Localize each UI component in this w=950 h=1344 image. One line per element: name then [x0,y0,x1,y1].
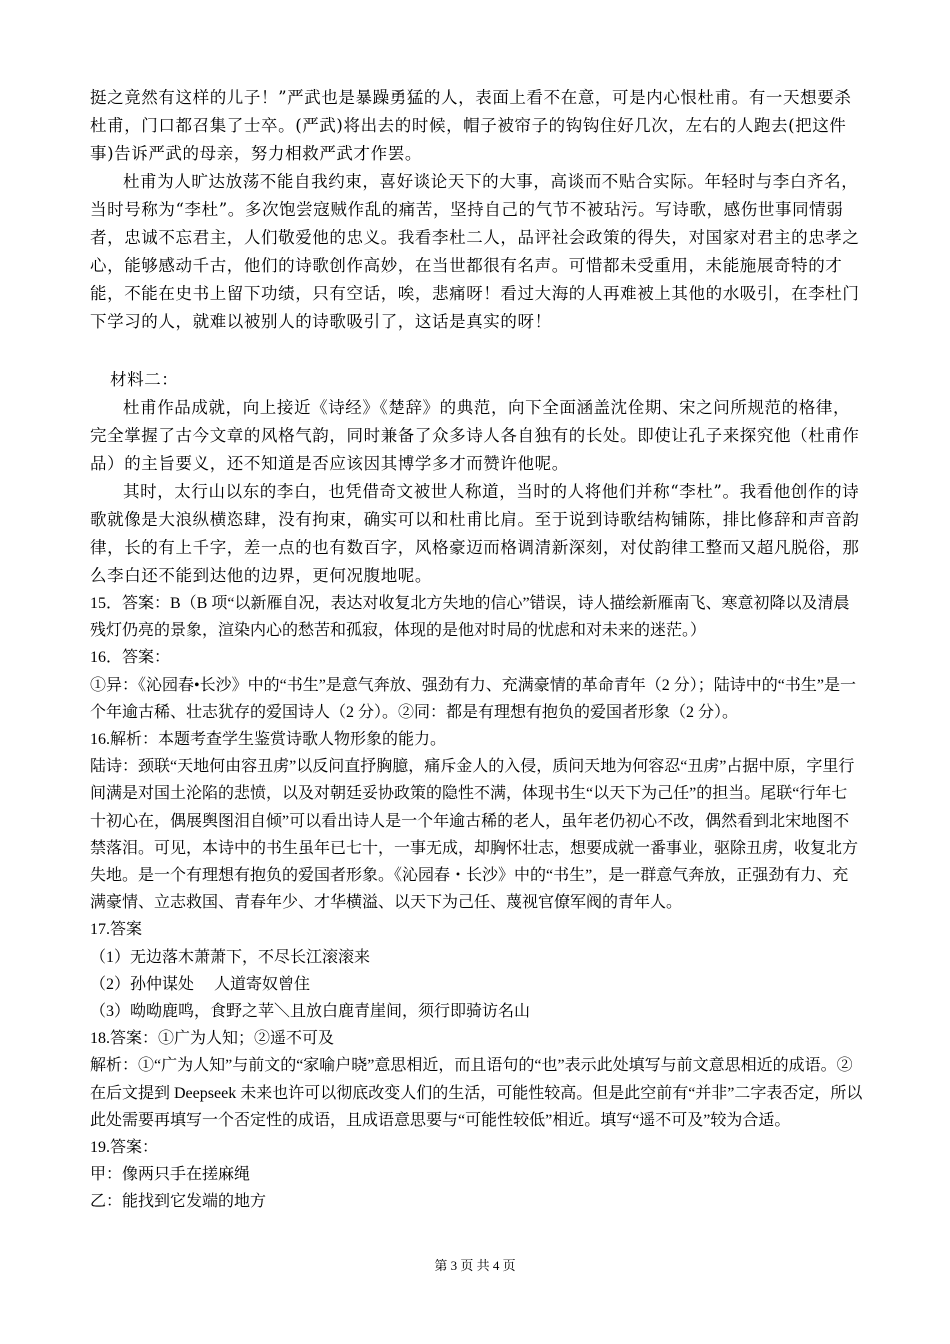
answer-15: 15．答案：B（B 项“以新雁自况，表达对收复北方失地的信心”错误，诗人描绘新雁南飞、寒意初降以及清晨残灯仍亮的景象，渲染内心的愁苦和孤寂，体现的是他对时局的忧虑和对未来的迷茫。） [90,595,850,640]
material-two-paragraph-2: 其时，太行山以东的李白，也凭借奇文被世人称道，当时的人将他们并称“李杜”。我看他创作的诗歌就像是大浪纵横恣肆，没有拘束，确实可以和杜甫比肩。至于说到诗歌结构铺陈，排比修辞和声音韵律，长的有上千字，差一点的也有数百字，风格豪迈而格调清新深刻，对仗韵律工整而又超凡脱俗，那么李白还不能到达他的边界，更何况腹地呢。 [90,482,860,585]
answer-17-title: 17.答案 [90,921,143,939]
section-gap [90,336,863,366]
material-one-paragraph-2: 杜甫为人旷达放荡不能自我约束，喜好谈论天下的大事，高谈而不贴合实际。年轻时与李白齐名，当时号称为“李杜”。多次饱尝寇贼作乱的痛苦，坚持自己的气节不被玷污。写诗歌，感伤世事同情弱者，忠诚不忘君主，人们敬爱他的忠义。我看李杜二人，品评社会政策的得失，对国家对君主的忠孝之心，能够感动千古，他们的诗歌创作高妙，在当世都很有名声。可惜都未受重用，未能施展奇特的才能，不能在史书上留下功绩，只有空话，唉，悲痛呀！看过大海的人再难被上其他的水吸引，在李杜门下学习的人，就难以被别人的诗歌吸引了，这话是真实的呀！ [90,172,860,331]
answer-18-title: 18.答案：①广为人知；②遥不可及 [90,1030,335,1048]
answer-16-title: 16．答案： [90,649,171,667]
material-two-paragraph-1: 杜甫作品成就，向上接近《诗经》《楚辞》的典范，向下全面涵盖沈佺期、宋之问所规范的格律，完全掌握了古今文章的风格气韵，同时兼备了众多诗人各自独有的长处。即使让孔子来探究他（杜甫作品）的主旨要义，还不知道是否应该因其博学多才而赞许他呢。 [90,398,860,473]
material-two-label: 材料二： [110,370,179,389]
answer-17-item: （3）呦呦鹿鸣，食野之苹＼且放白鹿青崖间，须行即骑访名山 [90,1003,531,1021]
answer-section [90,590,863,1216]
material-one [90,84,863,336]
answer-17-item: （2）孙仲谋处 人道寄奴曾住 [90,975,311,993]
analysis-16-title: 16.解析：本题考查学生鉴赏诗歌人物形象的能力。 [90,731,447,749]
analysis-18: 解析：①“广为人知”与前文的“家喻户晓”意思相近，而且语句的“也”表示此处填写与前文意思相近的成语。②在后文提到 Deepseek 未来也许可以彻底改变人们的生活，可能性较高。但是此空前有“并非”二字表否定，所以此处需要再填写一个否定性的成语，且成语意思要与“可能性较低”相近。填写“遥不可及”较为合适。 [90,1057,863,1129]
answer-19-a: 甲：像两只手在搓麻绳 [90,1166,251,1184]
material-two [90,366,863,590]
material-one-paragraph-1: 挺之竟然有这样的儿子！”严武也是暴躁勇猛的人，表面上看不在意，可是内心恨杜甫。有一天想要杀杜甫，门口都召集了士卒。(严武)将出去的时候，帽子被帘子的钩钩住好几次，左右的人跑去(把这件事)告诉严武的母亲，努力相救严武才作罢。 [90,88,852,163]
answer-17-item: （1）无边落木萧萧下，不尽长江滚滚来 [90,948,371,966]
page-footer: 第 3 页 共 4 页 [434,1258,516,1273]
answer-19-b: 乙：能找到它发端的地方 [90,1193,267,1211]
answer-16-body: ①异：《沁园春•长沙》中的“书生”是意气奔放、强劲有力、充满豪情的革命青年（2 分）；陆诗中的“书生”是一个年逾古稀、壮志犹存的爱国诗人（2 分）。②同：都是有理想有抱负的爱国者形象（2 分）。 [90,676,857,721]
answer-19-title: 19.答案： [90,1139,159,1157]
document-page [90,84,863,1216]
analysis-16-body: 陆诗：颈联“天地何由容丑虏”以反问直抒胸臆，痛斥金人的入侵，质问天地为何容忍“丑虏”占据中原，字里行间满是对国土沦陷的悲愤，以及对朝廷妥协政策的隐性不满，体现书生“以天下为己任”的担当。尾联“行年七十初心在，偶展舆图泪自倾”可以看出诗人是一个年逾古稀的老人，虽年老仍初心不改，偶然看到北宋地图不禁落泪。可见，本诗中的书生虽年已七十，一事无成，却胸怀壮志，想要成就一番事业，驱除丑虏，收复北方失地。是一个有理想有抱负的爱国者形象。《沁园春・长沙》中的“书生”，是一群意气奔放，正强劲有力、充满豪情、立志救国、青春年少、才华横溢、以天下为己任、蔑视官僚军阀的青年人。 [90,758,859,912]
